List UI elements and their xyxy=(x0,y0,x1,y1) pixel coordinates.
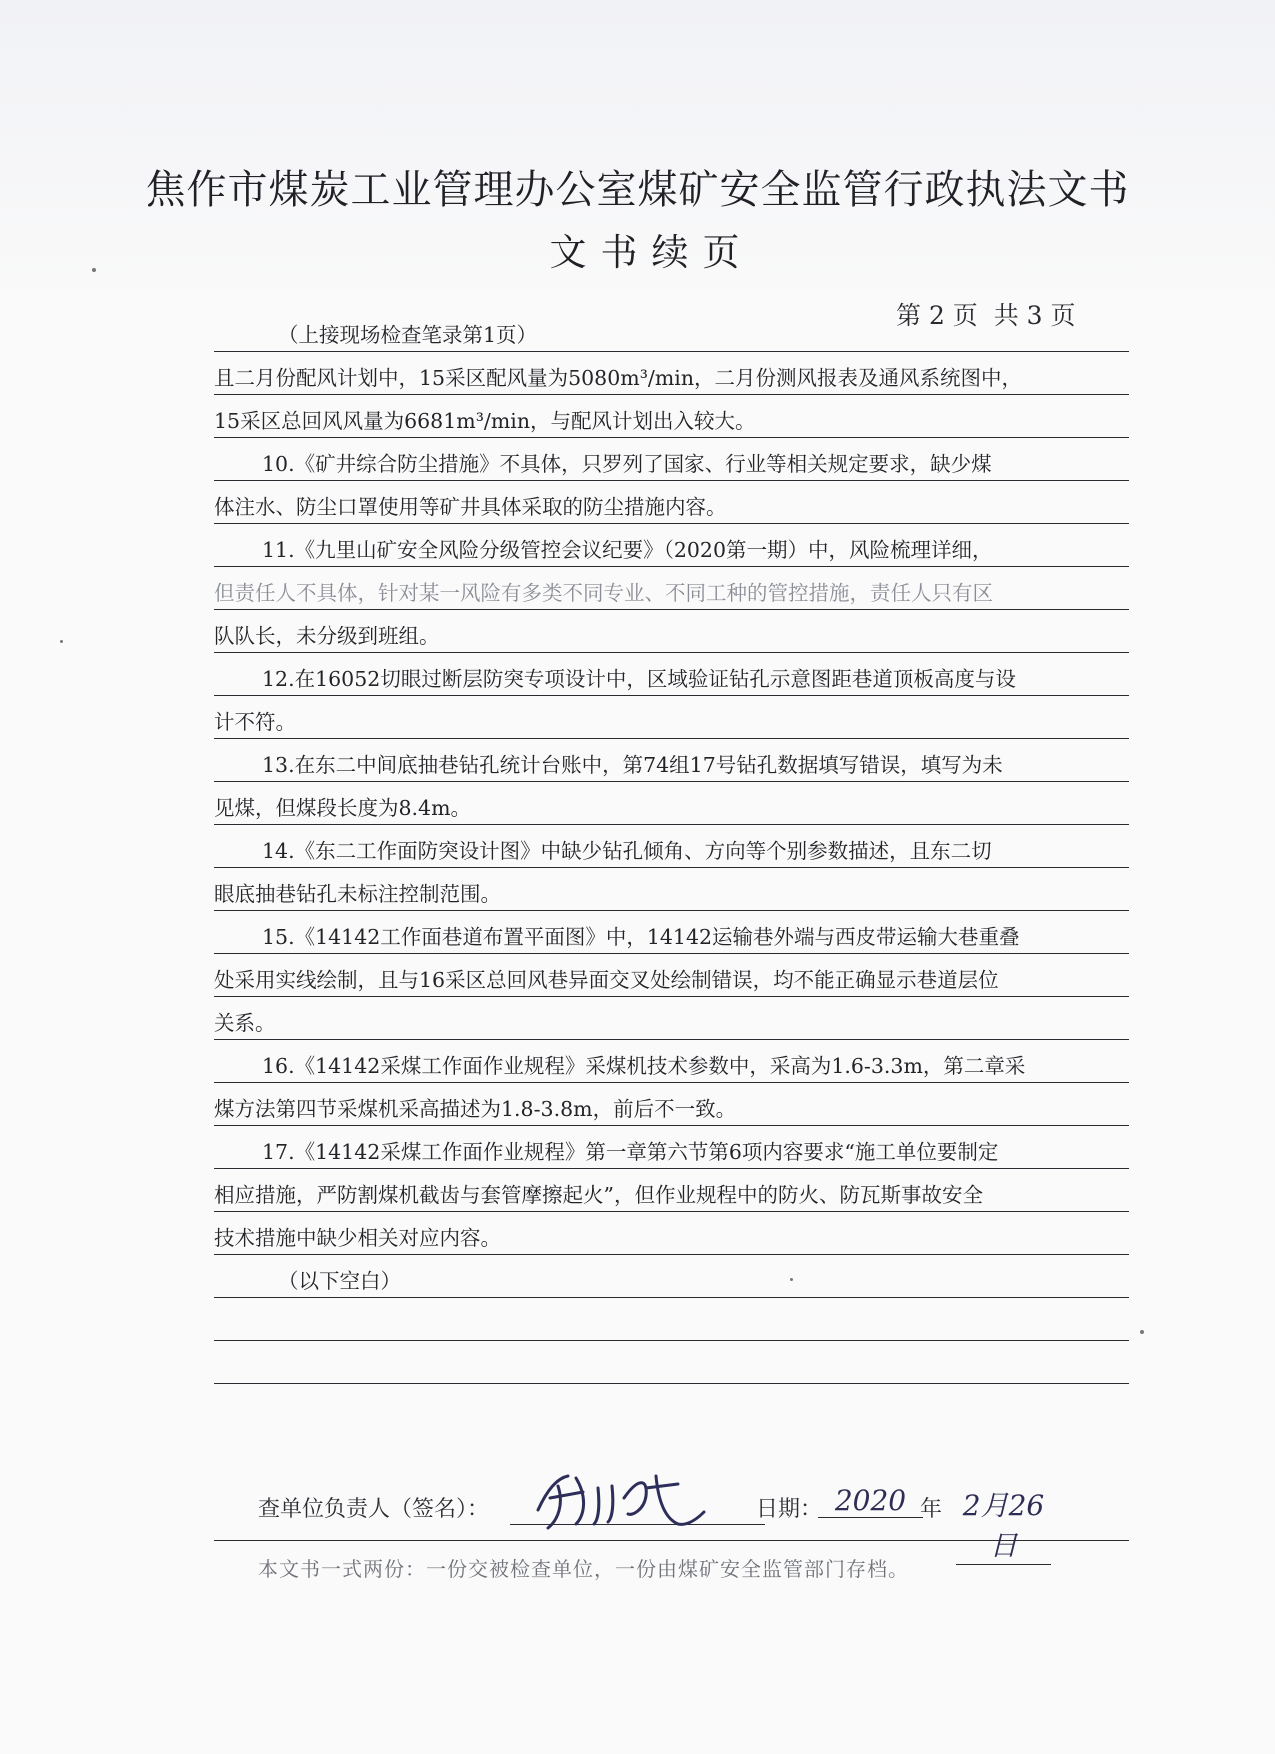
body-line: 但责任人不具体，针对某一风险有多类不同专业、不同工种的管控措施，责任人只有区 xyxy=(214,567,1129,610)
signature-label: 查单位负责人（签名）： xyxy=(258,1497,490,1522)
body-line: 10.《矿井综合防尘措施》不具体，只罗列了国家、行业等相关规定要求，缺少煤 xyxy=(214,438,1129,481)
body-line: 13.在东二中间底抽巷钻孔统计台账中，第74组17号钻孔数据填写错误，填写为未 xyxy=(214,739,1129,782)
page-number: 第 2 页 共 3 页 xyxy=(896,301,1076,330)
scan-speck xyxy=(60,640,63,643)
handwritten-signature xyxy=(528,1458,748,1538)
footnote: 本文书一式两份：一份交被检查单位，一份由煤矿安全监管部门存档。 xyxy=(258,1557,909,1581)
body-line: 计不符。 xyxy=(214,696,1129,739)
bottom-rule xyxy=(214,1540,1129,1541)
body-line: 11.《九里山矿安全风险分级管控会议纪要》（2020第一期）中，风险梳理详细， xyxy=(214,524,1129,567)
signature-row xyxy=(258,1484,1128,1562)
body-line: 15.《14142工作面巷道布置平面图》中，14142运输巷外端与西皮带运输大巷重叠 xyxy=(214,911,1129,954)
document-title: 焦作市煤炭工业管理办公室煤矿安全监管行政执法文书 xyxy=(145,167,1130,213)
body-line: （以下空白） xyxy=(214,1255,1129,1298)
body-line: 14.《东二工作面防突设计图》中缺少钻孔倾角、方向等个别参数描述，且东二切 xyxy=(214,825,1129,868)
body-line: 处采用实线绘制，且与16采区总回风巷异面交叉处绘制错误，均不能正确显示巷道层位 xyxy=(214,954,1129,997)
body-line: 见煤，但煤段长度为8.4m。 xyxy=(214,782,1129,825)
body-line xyxy=(214,1298,1129,1341)
scan-speck xyxy=(1140,1330,1144,1334)
date-year: 2020 xyxy=(818,1484,923,1518)
body-line: 15采区总回风风量为6681m³/min，与配风计划出入较大。 xyxy=(214,395,1129,438)
scan-speck xyxy=(92,268,96,272)
document-subtitle: 文书续页 xyxy=(549,231,754,274)
body-line: 关系。 xyxy=(214,997,1129,1040)
body-line: 且二月份配风计划中，15采区配风量为5080m³/min，二月份测风报表及通风系统图中， xyxy=(214,352,1129,395)
date-year-unit: 年 xyxy=(920,1497,943,1522)
scan-speck xyxy=(790,1278,793,1281)
date-month-day: 2月26日 xyxy=(956,1484,1051,1565)
date-label: 日期： xyxy=(756,1497,823,1522)
body-line: 队队长，未分级到班组。 xyxy=(214,610,1129,653)
body-line xyxy=(214,1341,1129,1384)
body-line: 技术措施中缺少相关对应内容。 xyxy=(214,1212,1129,1255)
body-line: 煤方法第四节采煤机采高描述为1.8-3.8m，前后不一致。 xyxy=(214,1083,1129,1126)
ruled-text-body xyxy=(214,309,1129,1384)
body-line: 16.《14142采煤工作面作业规程》采煤机技术参数中，采高为1.6-3.3m，第二章采 xyxy=(214,1040,1129,1083)
body-line: 体注水、防尘口罩使用等矿井具体采取的防尘措施内容。 xyxy=(214,481,1129,524)
body-line: 17.《14142采煤工作面作业规程》第一章第六节第6项内容要求“施工单位要制定 xyxy=(214,1126,1129,1169)
body-line: 相应措施，严防割煤机截齿与套管摩擦起火”，但作业规程中的防火、防瓦斯事故安全 xyxy=(214,1169,1129,1212)
body-line: 12.在16052切眼过断层防突专项设计中，区域验证钻孔示意图距巷道顶板高度与设 xyxy=(214,653,1129,696)
body-line: 眼底抽巷钻孔未标注控制范围。 xyxy=(214,868,1129,911)
body-line: （上接现场检查笔录第1页） xyxy=(214,309,1129,352)
